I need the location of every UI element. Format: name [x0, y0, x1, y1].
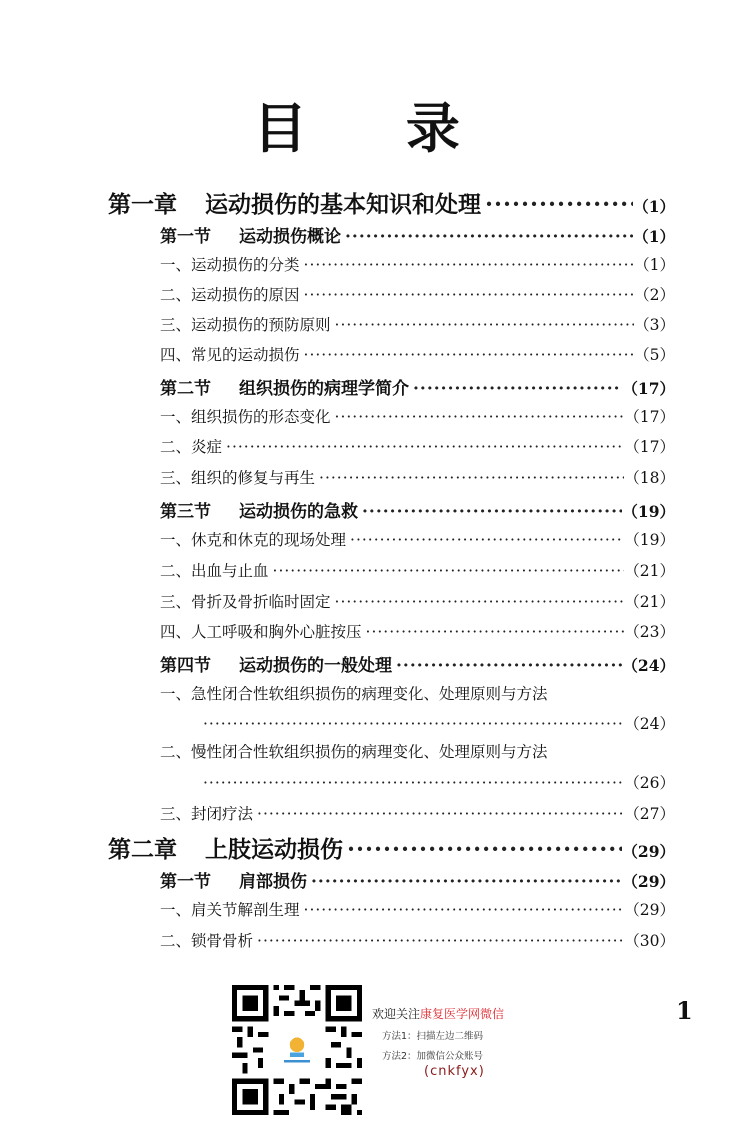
toc-item-title: 三、组织的修复与再生: [160, 469, 316, 487]
toc-page: （1）: [633, 197, 675, 216]
toc-item[interactable]: [160, 253, 675, 275]
toc-item[interactable]: [160, 528, 675, 550]
toc-page: （5）: [634, 346, 675, 364]
toc-item-title: 三、封闭疗法: [160, 805, 254, 823]
toc-item[interactable]: [160, 898, 675, 920]
promo-prefix: 欢迎关注: [372, 1007, 421, 1021]
leader-dots: [331, 408, 625, 426]
page-number: 1: [676, 996, 693, 1025]
leader-dots: [203, 715, 624, 733]
toc-section-title: 运动损伤概论: [239, 227, 341, 247]
leader-dots: [300, 256, 635, 274]
toc-item[interactable]: [160, 590, 675, 612]
toc-page: （17）: [624, 438, 675, 456]
toc-section-1-3[interactable]: [160, 497, 675, 522]
toc-page: （29）: [622, 842, 675, 861]
promo-text: [372, 1005, 504, 1079]
toc-item-title: 一、急性闭合性软组织损伤的病理变化、处理原则与方法: [160, 685, 548, 703]
toc-section-title: 肩部损伤: [239, 872, 307, 892]
page-title: 目 录: [253, 96, 500, 160]
promo-brand: 康复医学网: [420, 1007, 481, 1021]
leader-dots: [203, 774, 624, 792]
toc-page: （1）: [634, 256, 675, 274]
leader-dots: [392, 656, 622, 676]
toc-item[interactable]: [160, 802, 675, 824]
toc-page: （3）: [634, 316, 675, 334]
toc-section-1-1[interactable]: [160, 222, 675, 247]
leader-dots: [358, 502, 622, 522]
toc-section-title: 组织损伤的病理学简介: [239, 379, 409, 399]
toc-item-title: 一、肩关节解剖生理: [160, 901, 300, 919]
leader-dots: [253, 932, 624, 950]
toc-chapter-number: 第一章: [108, 191, 177, 218]
toc-item-title: 二、运动损伤的原因: [160, 286, 300, 304]
toc-item[interactable]: [160, 283, 675, 305]
toc-chapter-number: 第二章: [108, 836, 177, 863]
toc-item[interactable]: [160, 405, 675, 427]
leader-dots: [253, 805, 624, 823]
toc-item[interactable]: [160, 466, 675, 488]
toc-item-title: 一、休克和休克的现场处理: [160, 531, 347, 549]
toc-item-title: 四、常见的运动损伤: [160, 346, 300, 364]
toc-item[interactable]: [160, 313, 675, 335]
leader-dots: [409, 379, 622, 399]
leader-dots: [222, 438, 624, 456]
toc-page: （1）: [633, 227, 675, 246]
toc-page: （21）: [624, 562, 675, 580]
promo-method-1: 方法1：扫描左边二维码: [382, 1031, 484, 1042]
toc-item-title: 二、炎症: [160, 438, 223, 456]
toc-item-title: 一、组织损伤的形态变化: [160, 408, 331, 426]
qr-code-icon[interactable]: [232, 985, 362, 1115]
toc-page: （19）: [622, 502, 675, 521]
leader-dots: [341, 227, 633, 247]
toc-section-1-2[interactable]: [160, 374, 675, 399]
toc-section-2-1[interactable]: [160, 867, 675, 892]
toc-chapter-title: 上肢运动损伤: [205, 836, 343, 863]
toc-item-multiline-1[interactable]: [160, 682, 675, 704]
toc-page: （19）: [624, 531, 675, 549]
toc-item[interactable]: [160, 559, 675, 581]
toc-item-title: 二、慢性闭合性软组织损伤的病理变化、处理原则与方法: [160, 743, 548, 761]
toc-page: （18）: [624, 469, 675, 487]
toc-page: （21）: [624, 593, 675, 611]
toc-section-number: 第三节: [160, 502, 211, 522]
leader-dots: [346, 531, 624, 549]
leader-dots: [331, 593, 625, 611]
toc-page: （17）: [622, 379, 675, 398]
leader-dots: [315, 469, 624, 487]
promo-account-id: (cnkfyx): [424, 1064, 485, 1079]
toc-chapter-1[interactable]: [108, 186, 675, 219]
toc-page: （30）: [624, 932, 675, 950]
toc-item[interactable]: [160, 343, 675, 365]
toc-section-number: 第四节: [160, 656, 211, 676]
toc-item-continuation: [203, 712, 675, 734]
toc-section-title: 运动损伤的急救: [239, 502, 358, 522]
leader-dots: [481, 191, 633, 218]
toc-page: （17）: [624, 408, 675, 426]
leader-dots: [362, 623, 625, 641]
leader-dots: [343, 836, 622, 863]
toc-item-title: 二、出血与止血: [160, 562, 269, 580]
toc-item-title: 三、骨折及骨折临时固定: [160, 593, 331, 611]
toc-section-1-4[interactable]: [160, 651, 675, 676]
toc-item[interactable]: [160, 620, 675, 642]
toc-page: （24）: [622, 656, 675, 675]
leader-dots: [307, 872, 622, 892]
toc-page: （27）: [624, 805, 675, 823]
toc-page: （24）: [624, 715, 675, 733]
promo-suffix: 微信: [480, 1007, 505, 1021]
toc-item[interactable]: [160, 435, 675, 457]
toc-page: （2）: [634, 286, 675, 304]
leader-dots: [331, 316, 635, 334]
toc-page: （29）: [624, 901, 675, 919]
toc-item-title: 二、锁骨骨析: [160, 932, 254, 950]
leader-dots: [300, 286, 635, 304]
toc-item-multiline-2[interactable]: [160, 740, 675, 762]
toc-item-title: 四、人工呼吸和胸外心脏按压: [160, 623, 362, 641]
toc-section-number: 第一节: [160, 872, 211, 892]
promo-method-2: 方法2：加微信公众账号: [382, 1051, 484, 1062]
toc-section-number: 第一节: [160, 227, 211, 247]
toc-chapter-2[interactable]: [108, 831, 675, 864]
promo-headline: [372, 1005, 504, 1022]
toc-page: （29）: [622, 872, 675, 891]
toc-chapter-title: 运动损伤的基本知识和处理: [205, 191, 481, 218]
toc-section-title: 运动损伤的一般处理: [239, 656, 392, 676]
toc-item-title: 一、运动损伤的分类: [160, 256, 300, 274]
leader-dots: [300, 346, 635, 364]
toc-section-number: 第二节: [160, 379, 211, 399]
toc-page: （26）: [624, 774, 675, 792]
toc-page: （23）: [624, 623, 675, 641]
leader-dots: [300, 901, 625, 919]
leader-dots: [269, 562, 625, 580]
toc-item-title: 三、运动损伤的预防原则: [160, 316, 331, 334]
toc-item[interactable]: [160, 929, 675, 951]
toc-item-continuation: [203, 771, 675, 793]
